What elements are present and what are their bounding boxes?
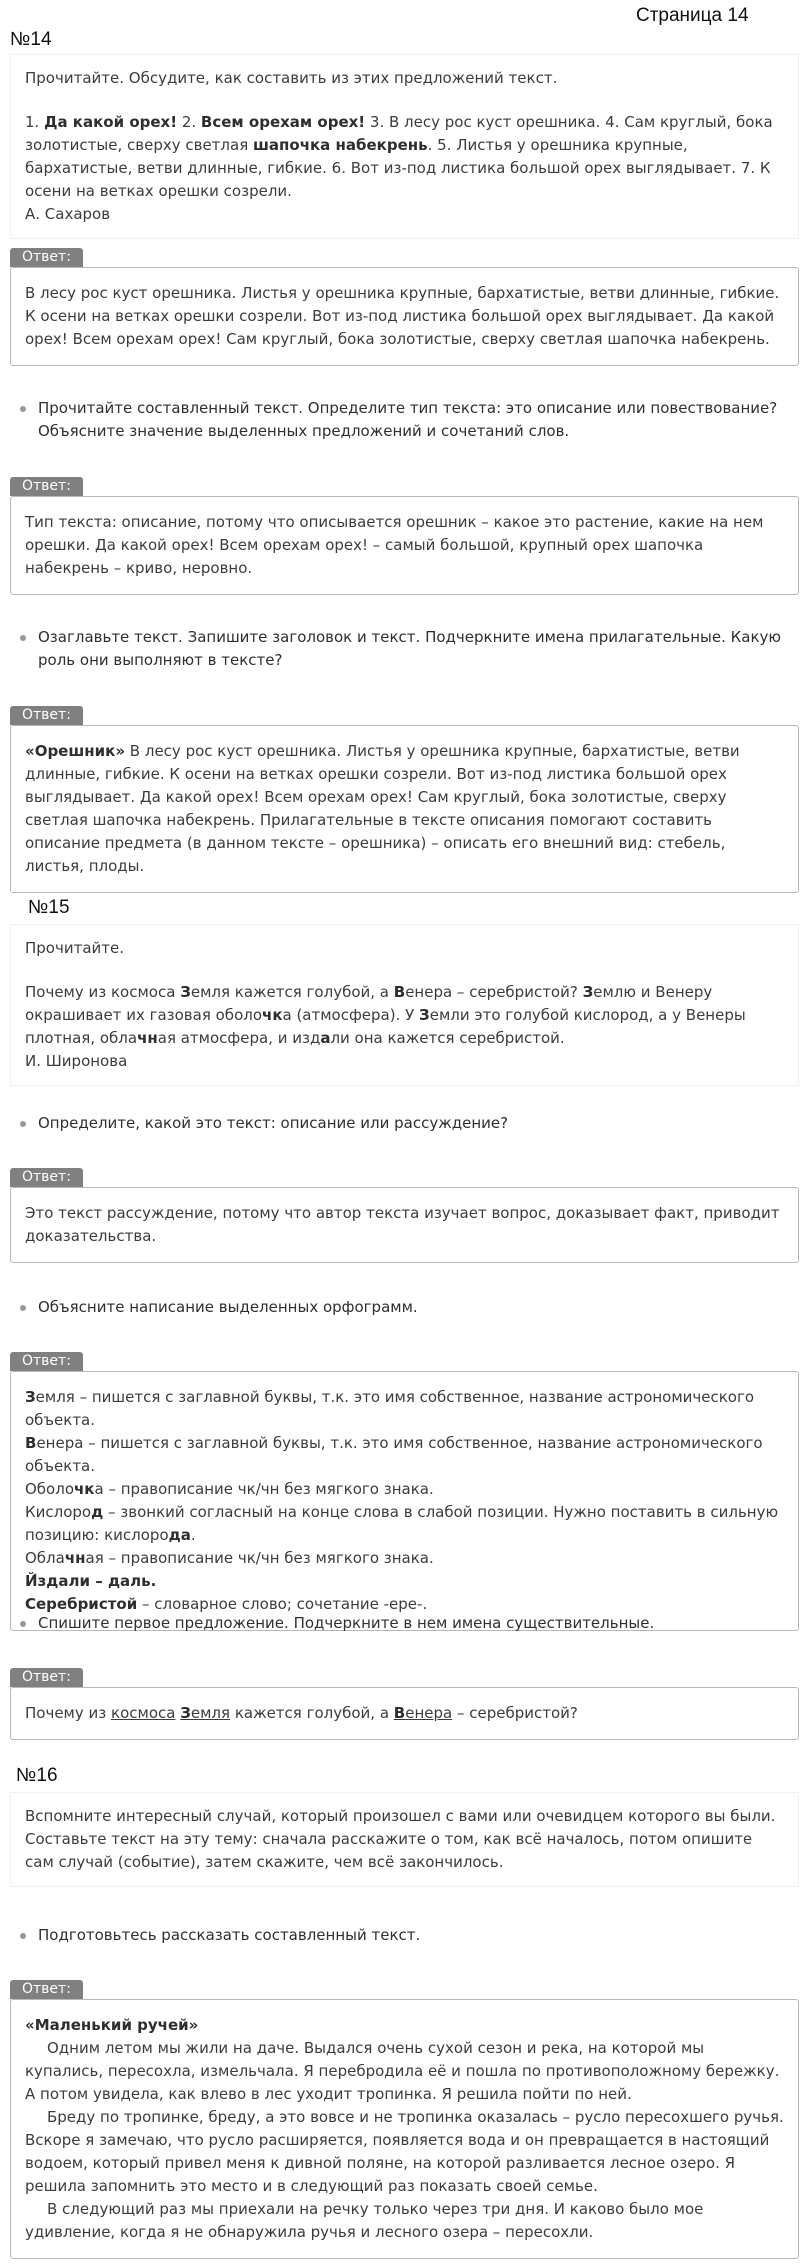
question-text: Спишите первое предложение. Подчеркните в нем имена существительные. [38, 1614, 655, 1632]
orthogram-line: Облачная – правописание чк/чн без мягкого знака. [25, 1549, 434, 1567]
bullet-icon [20, 406, 26, 412]
orthogram-line: Оболочка – правописание чк/чн без мягкого знака. [25, 1480, 434, 1498]
answer-text: «Орешник» В лесу рос куст орешника. Листья у орешника крупные, бархатистые, ветви длинные, гибкие. К осени на ветках орешки созрели. Вот из-под листика большой орех выглядывает. Да какой орех! Всем орехам орех! Сам круглый, бока золотистые, сверху светлая шапочка набекрень. Прилагательные в тексте описания помогают составить описание предмета (в данном тексте – орешника) – описать его внешний вид: стебель, листья, плоды. [25, 742, 740, 875]
question-15-1 [20, 1112, 790, 1135]
question-16-1 [20, 1924, 790, 1947]
exercise-number-15: №15 [28, 897, 70, 918]
orthogram-line: Й́здали – даль. [25, 1572, 157, 1590]
question-text: Подготовьтесь рассказать составленный текст. [38, 1926, 421, 1944]
story-paragraph: Одним летом мы жили на даче. Выдался очень сухой сезон и река, на которой мы купались, пересохла, измельчала. Я перебродила её и пошла по противоположному бережку. А потом увидела, как влево в лес уходит тропинка. Я решила пойти по ней. [25, 2039, 780, 2103]
question-text: Прочитайте составленный текст. Определите тип текста: это описание или повествование? Объясните значение выделенных предложений и сочетаний слов. [38, 399, 778, 440]
answer-text: Тип текста: описание, потому что описывается орешник – какое это растение, какие на нем орешки. Да какой орех! Всем орехам орех! – самый большой, крупный орех шапочка набекрень – криво, неровно. [25, 513, 764, 577]
answer-text: В лесу рос куст орешника. Листья у орешника крупные, бархатистые, ветви длинные, гибкие. К осени на ветках орешки созрели. Вот из-под листика большой орех выглядывает. Да какой орех! Всем орехам орех! Сам круглый, бока золотистые, сверху светлая шапочка набекрень. [25, 284, 780, 348]
exercise-14-author: А. Сахаров [25, 205, 111, 223]
answer-label: Ответ: [10, 1352, 83, 1371]
question-15-3 [20, 1612, 790, 1635]
story-paragraph: В следующий раз мы приехали на речку только через три дня. И каково было мое удивление, когда я не обнаружила ручья и лесного озера – пересохли. [25, 2200, 704, 2241]
bullet-icon [20, 1621, 26, 1627]
story-paragraph: Бреду по тропинке, бреду, а это вовсе и не тропинка оказалась – русло пересохшего ручья. Вскоре я замечаю, что русло расширяется, появляется вода и он превращается в настоящий водоем, который привел меня к дивной поляне, на которой разливается лесное озеро. Я решила запомнить это место и в следующий раз показать своей семье. [25, 2108, 784, 2195]
answer-label: Ответ: [10, 248, 83, 267]
question-text: Определите, какой это текст: описание или рассуждение? [38, 1114, 509, 1132]
exercise-16-text-box [10, 1792, 799, 1887]
exercise-number-14: №14 [10, 29, 52, 50]
orthogram-line: Земля – пишется с заглавной буквы, т.к. это имя собственное, название астрономического объекта. [25, 1388, 755, 1429]
question-15-2 [20, 1296, 790, 1319]
exercise-16-task: Вспомните интересный случай, который произошел с вами или очевидцем которого вы были. Составьте текст на эту тему: сначала расскажите о том, как всё началось, потом опишите сам случай (событие), затем скажите, чем всё закончилось. [25, 1807, 776, 1871]
bullet-icon [20, 1305, 26, 1311]
exercise-15-sentences: Почему из космоса Земля кажется голубой, а Венера – серебристой? Землю и Венеру окрашивает их газовая оболочка (атмосфера). У Земли это голубой кислород, а у Венеры плотная, облачная атмосфера, и издали она кажется серебристой. [25, 983, 746, 1047]
bullet-icon [20, 1933, 26, 1939]
exercise-15-text-box [10, 924, 799, 1086]
answer-label: Ответ: [10, 477, 83, 496]
answer-box-15-3 [10, 1687, 799, 1740]
exercise-14-task: Прочитайте. Обсудите, как составить из этих предложений текст. [25, 69, 558, 87]
answer-label: Ответ: [10, 1168, 83, 1187]
answer-text: Почему из космоса Земля кажется голубой, а Венера – серебристой? [25, 1704, 578, 1722]
answer-box-14-3 [10, 725, 799, 893]
answer-box-16-1 [10, 1999, 799, 2259]
page-number: Страница 14 [636, 5, 749, 26]
bullet-icon [20, 1121, 26, 1127]
answer-text: Это текст рассуждение, потому что автор текста изучает вопрос, доказывает факт, приводит доказательства. [25, 1204, 780, 1245]
bullet-icon [20, 635, 26, 641]
answer-title: «Маленький ручей» [25, 2016, 199, 2034]
exercise-14-sentences: 1. Да какой орех! 2. Всем орехам орех! 3. В лесу рос куст орешника. 4. Сам круглый, бока золотистые, сверху светлая шапочка набекрень. 5. Листья у орешника крупные, бархатистые, ветви длинные, гибкие. 6. Вот из-под листика большой орех выглядывает. 7. К осени на ветках орешки созрели. [25, 113, 773, 200]
question-14-3 [20, 626, 790, 672]
exercise-15-author: И. Широнова [25, 1052, 128, 1070]
answer-title: «Орешник» [25, 742, 126, 760]
exercise-14-text-box [10, 54, 799, 239]
answer-box-15-2 [10, 1371, 799, 1631]
question-14-2 [20, 397, 790, 443]
answer-label: Ответ: [10, 1668, 83, 1687]
orthogram-line: Серебристой – словарное слово; сочетание -ере-. [25, 1595, 428, 1613]
orthogram-line: Кислород – звонкий согласный на конце слова в слабой позиции. Нужно поставить в сильную позицию: кислорода. [25, 1503, 779, 1544]
exercise-15-task: Прочитайте. [25, 939, 125, 957]
answer-box-15-1 [10, 1187, 799, 1263]
question-text: Объясните написание выделенных орфограмм. [38, 1298, 418, 1316]
question-text: Озаглавьте текст. Запишите заголовок и текст. Подчеркните имена прилагательные. Какую роль они выполняют в тексте? [38, 628, 782, 669]
exercise-number-16: №16 [16, 1765, 58, 1786]
orthogram-line: Венера – пишется с заглавной буквы, т.к. это имя собственное, название астрономического объекта. [25, 1434, 763, 1475]
answer-box-14-1 [10, 267, 799, 366]
answer-label: Ответ: [10, 1980, 83, 1999]
answer-label: Ответ: [10, 706, 83, 725]
answer-box-14-2 [10, 496, 799, 595]
